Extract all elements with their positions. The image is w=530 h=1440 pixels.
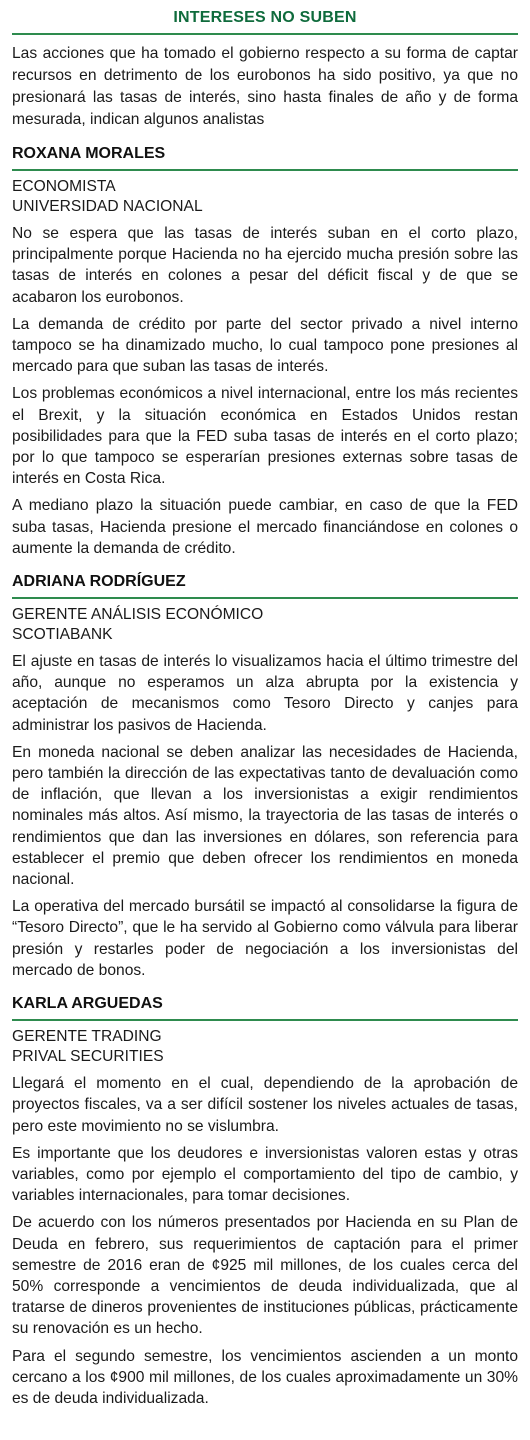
analyst-title: GERENTE TRADING — [12, 1028, 162, 1046]
analyst-organization: PRIVAL SECURITIES — [12, 1048, 164, 1066]
article-title: INTERESES NO SUBEN — [12, 0, 518, 35]
paragraph: A mediano plazo la situación puede cambiar, en caso de que la FED suba tasas, Hacienda presione el mercado financiándose en colones o aumente la demanda de crédito. — [12, 497, 518, 557]
analyst-section — [12, 573, 518, 981]
paragraph: La operativa del mercado bursátil se impactó al consolidarse la figura de “Tesoro Directo”, que le ha servido al Gobierno como válvula para liberar presión y restarles poder de negociación a los inversionistas del mercado de bonos. — [12, 898, 518, 979]
analyst-role — [12, 177, 518, 217]
analyst-organization: UNIVERSIDAD NACIONAL — [12, 198, 203, 215]
paragraph: Para el segundo semestre, los vencimientos ascienden a un monto cercano a los ¢900 mil millones, de los cuales aproximadamente un 30% es de deuda individualizada. — [12, 1347, 518, 1407]
analyst-name: ROXANA MORALES — [12, 145, 518, 171]
analyst-name: KARLA ARGUEDAS — [12, 995, 518, 1021]
paragraph: En moneda nacional se deben analizar las necesidades de Hacienda, pero también la dirección de las expectativas tanto de devaluación como de inflación, que llevan a los inversionistas a exigir rendimientos nominales más altos. Así mismo, la trayectoria de las tasas de interés o rendimientos que dan las inversiones en dólares, son referencia para establecer el premio que deben ofrecer los rendimientos en moneda nacional. — [12, 743, 518, 889]
paragraph: La demanda de crédito por parte del sector privado a nivel interno tampoco se ha dinamizado mucho, lo cual tampoco pone presiones al mercado para que suban las tasas de interés. — [12, 315, 518, 376]
analyst-name: ADRIANA RODRÍGUEZ — [12, 573, 518, 599]
paragraph: Es importante que los deudores e inversionistas valoren estas y otras variables, como por ejemplo el comportamiento del tipo de cambio, y variables internacionales, para tomar decisiones. — [12, 1144, 518, 1205]
analyst-section — [12, 145, 518, 559]
paragraph: Llegará el momento en el cual, dependiendo de la aprobación de proyectos fiscales, va a ser difícil sostener los niveles actuales de tasas, pero este movimiento no se vislumbra. — [12, 1075, 518, 1135]
analyst-role — [12, 1027, 518, 1067]
paragraph: Los problemas económicos a nivel internacional, entre los más recientes el Brexit, y la situación económica en Estados Unidos restan posibilidades para que la FED suba tasas de interés en el corto plazo; por lo que tampoco se esperarían presiones externas sobre tasas de interés en Costa Rica. — [12, 385, 518, 488]
paragraph: De acuerdo con los números presentados por Hacienda en su Plan de Deuda en febrero, sus requerimientos de captación para el primer semestre de 2016 eran de ¢925 mil millones, de los cuales cerca del 50% corresponde a vencimientos de deuda individualizada, que al tratarse de dineros provenientes de instituciones públicas, prácticamente su renovación es un hecho. — [12, 1214, 518, 1338]
paragraph: El ajuste en tasas de interés lo visualizamos hacia el último trimestre del año, aunque no esperamos un alza abrupta por la existencia y aceptación de mecanismos como Tesoro Directo y canjes para administrar los pasivos de Hacienda. — [12, 653, 518, 734]
analyst-title: ECONOMISTA — [12, 178, 116, 195]
analyst-section — [12, 995, 518, 1409]
analyst-organization: SCOTIABANK — [12, 626, 113, 644]
article-intro: Las acciones que ha tomado el gobierno respecto a su forma de captar recursos en detrimento de los eurobonos ha sido positivo, ya que no presionará las tasas de interés, sino hasta finales de año y de forma mesurada, indican algunos analistas — [12, 45, 518, 128]
paragraph: No se espera que las tasas de interés suban en el corto plazo, principalmente porque Hacienda no ha ejercido mucha presión sobre las tasas de interés en colones a pesar del déficit fiscal y de que se acabaron los eurobonos. — [12, 225, 518, 306]
analyst-title: GERENTE ANÁLISIS ECONÓMICO — [12, 606, 264, 624]
analyst-role — [12, 605, 518, 645]
